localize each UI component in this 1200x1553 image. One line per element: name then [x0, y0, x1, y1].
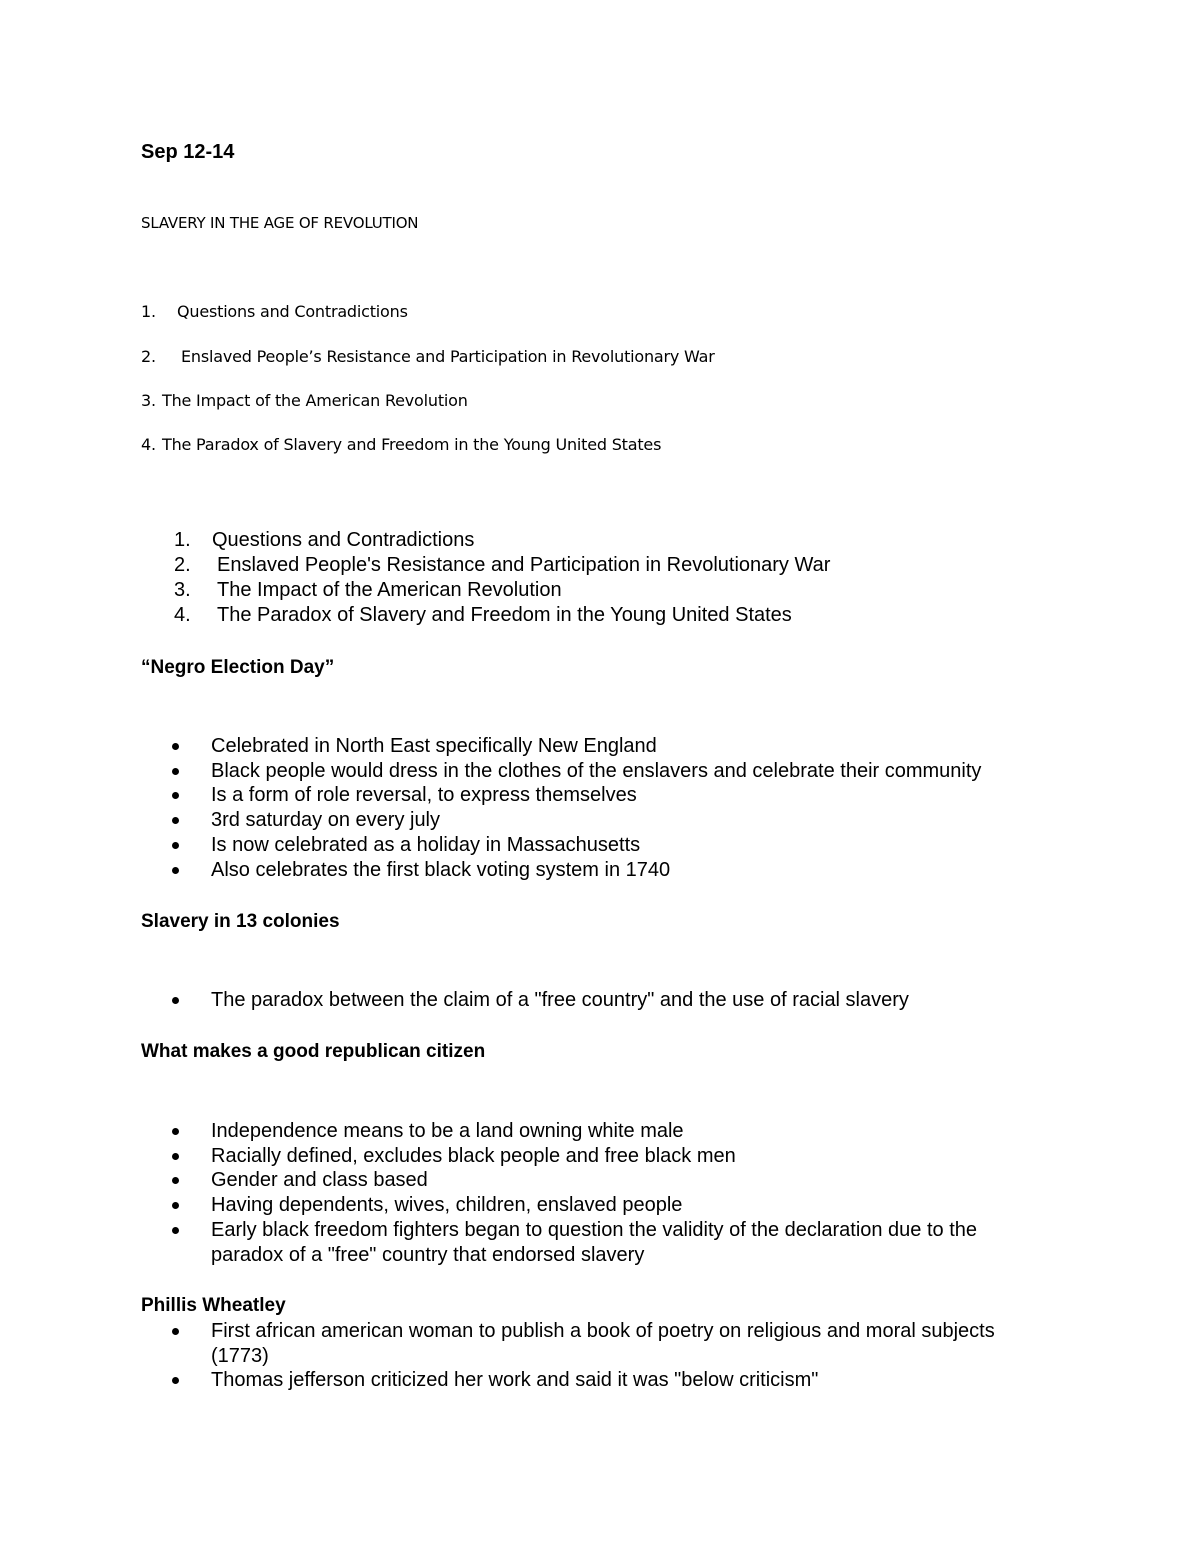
bullet-item [172, 1368, 1052, 1393]
bullet-item [172, 808, 981, 833]
bullet-icon [172, 1153, 179, 1160]
bullet-icon [172, 1128, 179, 1135]
outline-item [141, 435, 661, 454]
list-item [174, 553, 830, 578]
bullet-text: Gender and class based [211, 1169, 428, 1192]
outline-label: Questions and Contradictions [177, 302, 408, 321]
numbered-list [174, 528, 830, 628]
list-label: The Impact of the American Revolution [217, 579, 562, 601]
date-heading: Sep 12-14 [141, 141, 235, 163]
section-heading: “Negro Election Day” [141, 657, 335, 678]
page-title: SLAVERY IN THE AGE OF REVOLUTION [141, 214, 419, 232]
bullet-icon [172, 997, 179, 1004]
bullet-text: Celebrated in North East specifically New England [211, 735, 657, 757]
outline-number: 2. [141, 347, 156, 366]
list-number: 2. [174, 554, 191, 576]
bullet-icon [172, 817, 179, 824]
outline-number: 3. [141, 391, 156, 410]
bullet-list [172, 734, 981, 882]
bullet-item [172, 1119, 1052, 1144]
bullet-text: Having dependents, wives, children, enslaved people [211, 1194, 683, 1217]
bullet-list [172, 988, 909, 1013]
bullet-text: Also celebrates the first black voting system in 1740 [211, 858, 671, 881]
bullet-text: Black people would dress in the clothes of the enslavers and celebrate their community [211, 759, 982, 782]
bullet-text: Early black freedom fighters began to question the validity of the declaration due to the paradox of a "free" country that endorsed slavery [211, 1218, 978, 1266]
bullet-item [172, 1144, 1052, 1169]
bullet-text: Is now celebrated as a holiday in Massachusetts [211, 833, 641, 856]
outline-number: 1. [141, 302, 156, 321]
bullet-text: Thomas jefferson criticized her work and said it was "below criticism" [211, 1369, 819, 1392]
bullet-list [172, 1319, 1052, 1393]
bullet-item [172, 783, 981, 808]
bullet-item [172, 833, 981, 858]
outline-item [141, 391, 468, 410]
list-item [174, 603, 830, 628]
bullet-icon [172, 768, 179, 775]
outline-item [141, 302, 408, 321]
outline-label: The Paradox of Slavery and Freedom in the Young United States [162, 435, 662, 454]
bullet-icon [172, 867, 179, 874]
list-label: The Paradox of Slavery and Freedom in the Young United States [217, 604, 792, 626]
section-heading: Phillis Wheatley [141, 1295, 286, 1316]
list-label: Enslaved People's Resistance and Participation in Revolutionary War [217, 554, 831, 576]
outline-number: 4. [141, 435, 156, 454]
bullet-item [172, 1193, 1052, 1218]
bullet-list [172, 1119, 1052, 1267]
bullet-item [172, 734, 981, 759]
outline-item [141, 347, 715, 366]
bullet-item [172, 1319, 1052, 1368]
list-item [174, 528, 830, 553]
bullet-item [172, 858, 981, 883]
outline-label: The Impact of the American Revolution [162, 391, 468, 410]
bullet-icon [172, 743, 179, 750]
bullet-text: Is a form of role reversal, to express themselves [211, 784, 637, 807]
bullet-item [172, 759, 981, 784]
bullet-icon [172, 1227, 179, 1234]
list-number: 1. [174, 529, 191, 551]
bullet-icon [172, 1328, 179, 1335]
bullet-icon [172, 1177, 179, 1184]
bullet-text: First african american woman to publish a book of poetry on religious and moral subjects (1773) [211, 1320, 995, 1367]
list-number: 3. [174, 579, 191, 601]
bullet-item [172, 1168, 1052, 1193]
bullet-item [172, 988, 909, 1013]
bullet-text: Independence means to be a land owning white male [211, 1120, 684, 1142]
section-heading: Slavery in 13 colonies [141, 911, 340, 932]
bullet-item [172, 1218, 1052, 1267]
bullet-icon [172, 792, 179, 799]
bullet-icon [172, 842, 179, 849]
outline-label: Enslaved People’s Resistance and Participation in Revolutionary War [181, 347, 715, 366]
list-item [174, 578, 830, 603]
bullet-text: Racially defined, excludes black people and free black men [211, 1144, 736, 1167]
section-heading: What makes a good republican citizen [141, 1041, 486, 1062]
bullet-text: The paradox between the claim of a "free country" and the use of racial slavery [211, 989, 909, 1011]
list-number: 4. [174, 604, 191, 626]
bullet-icon [172, 1202, 179, 1209]
bullet-text: 3rd saturday on every july [211, 809, 441, 832]
list-label: Questions and Contradictions [212, 529, 475, 551]
bullet-icon [172, 1377, 179, 1384]
